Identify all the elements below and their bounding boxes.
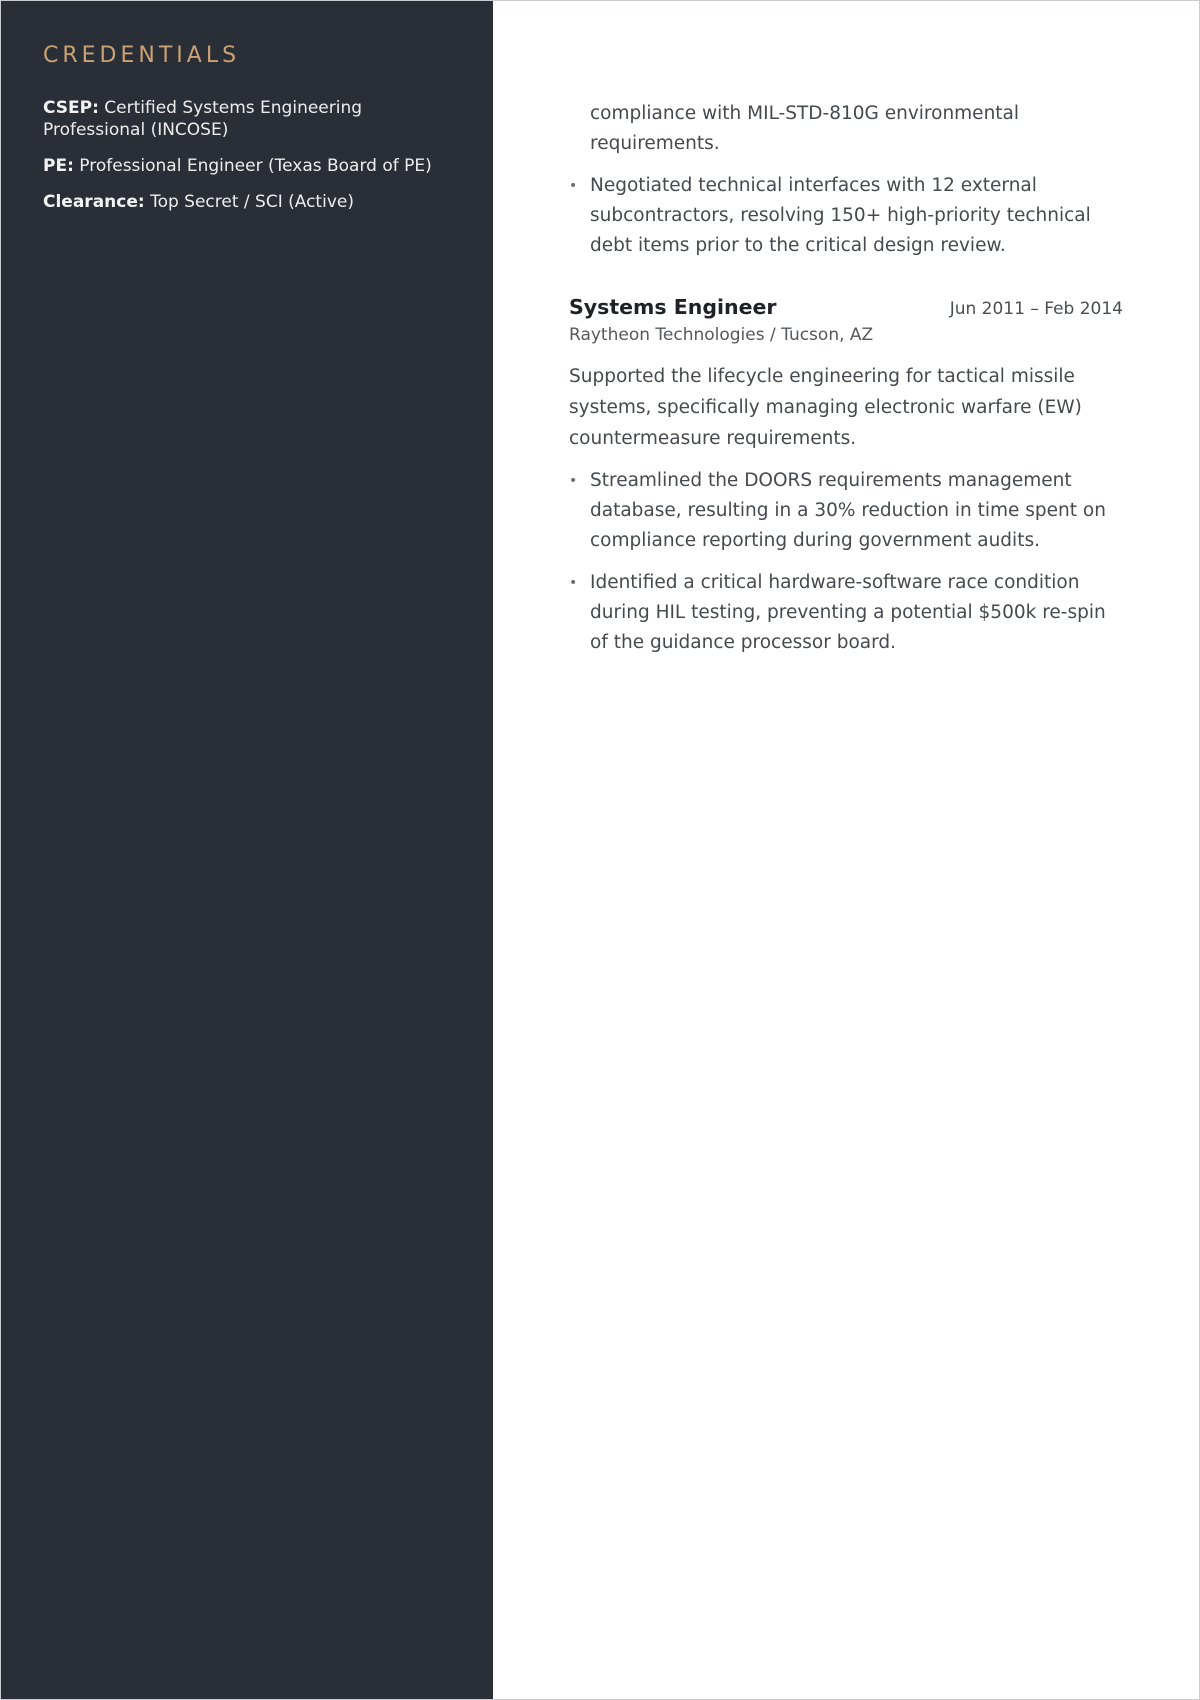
credential-csep (43, 97, 451, 141)
bullet-text: Negotiated technical interfaces with 12 external subcontractors, resolving 150+ high-priority technical debt items prior to the critical design review. (590, 175, 1091, 256)
previous-job-bullets (569, 99, 1123, 261)
job-company: Raytheon Technologies / Tucson, AZ (569, 325, 874, 345)
credential-value: Certified Systems Engineering Professional (INCOSE) (43, 98, 363, 140)
credential-key: PE: (43, 156, 74, 176)
job-title: Systems Engineer (569, 295, 777, 319)
job-header (569, 295, 1123, 319)
credentials-heading: CREDENTIALS (43, 43, 241, 68)
list-item (569, 171, 1123, 261)
credential-value: Top Secret / SCI (Active) (144, 192, 354, 212)
credential-pe (43, 155, 451, 177)
credential-clearance (43, 191, 451, 213)
bullet-text: compliance with MIL-STD-810G environmental requirements. (590, 103, 1020, 154)
job-dates: Jun 2011 – Feb 2014 (949, 299, 1123, 319)
bullet-text: Identified a critical hardware-software race condition during HIL testing, preventing a potential $500k re-spin of the guidance processor board. (590, 572, 1106, 653)
list-item (569, 466, 1123, 556)
credential-key: Clearance: (43, 192, 145, 212)
credential-value: Professional Engineer (Texas Board of PE) (73, 156, 432, 176)
bullet-icon: • (569, 178, 578, 194)
credential-key: CSEP: (43, 98, 99, 118)
sidebar (1, 1, 493, 1699)
list-item (569, 568, 1123, 658)
main-content (493, 1, 1199, 1699)
list-item (569, 99, 1123, 159)
job-entry (569, 295, 1123, 658)
job-bullets (569, 466, 1123, 658)
bullet-text: Streamlined the DOORS requirements management database, resulting in a 30% reduction in time spent on compliance reporting during government audits. (590, 470, 1106, 551)
job-summary: Supported the lifecycle engineering for tactical missile systems, specifically managing electronic warfare (EW) countermeasure requirements. (569, 366, 1082, 449)
bullet-icon: • (569, 575, 578, 591)
bullet-icon: • (569, 473, 578, 489)
